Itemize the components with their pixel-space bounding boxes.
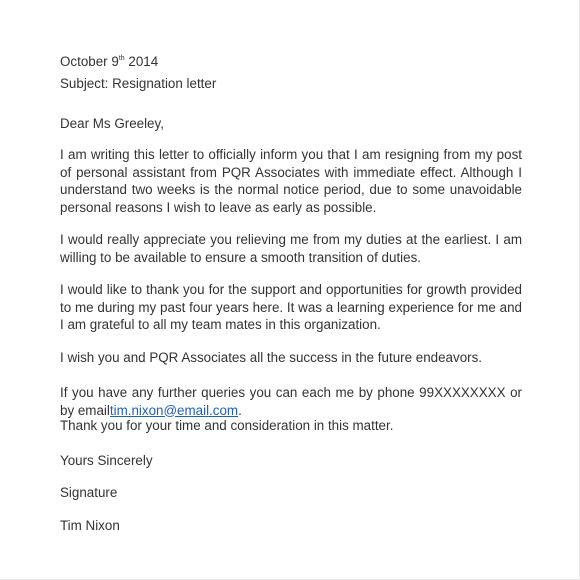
thanks-line: Thank you for your time and consideration in this matter. [60,418,394,433]
paragraph-wishes: I wish you and PQR Associates all the success in the future endeavors. [60,350,483,365]
date-month-day: October 9 [60,54,119,69]
contact-text: If you have any further queries you can each me by phone 99XXXXXXXX or by email [60,385,522,418]
letter-subject: Subject: Resignation letter [60,76,217,91]
paragraph-contact [60,384,522,419]
letter-salutation: Dear Ms Greeley, [60,116,164,131]
signature-line: Signature [60,485,118,500]
date-ordinal-suffix: th [118,55,125,62]
date-year: 2014 [124,54,159,69]
paragraph-relieving: I would really appreciate you relieving me from my duties at the earliest. I am willing to be available to ensure a smooth transition of duties. [60,232,522,265]
sender-name: Tim Nixon [60,518,120,533]
email-link[interactable]: tim.nixon@email.com [109,402,239,418]
paragraph-thanks-support: I would like to thank you for the support and opportunities for growth provided to me during my past four years here. It was a learning experience for me and I am grateful to all my team mates in this organization. [60,282,522,332]
contact-period: . [238,402,242,418]
paragraph-resignation: I am writing this letter to officially inform you that I am resigning from my post of personal assistant from PQR Associates with immediate effect. Although I understand two weeks is the normal notice period, due to some unavoidable personal reasons I wish to leave as early as possible. [60,147,522,215]
closing-line: Yours Sincerely [60,453,153,468]
letter-date [60,54,158,69]
